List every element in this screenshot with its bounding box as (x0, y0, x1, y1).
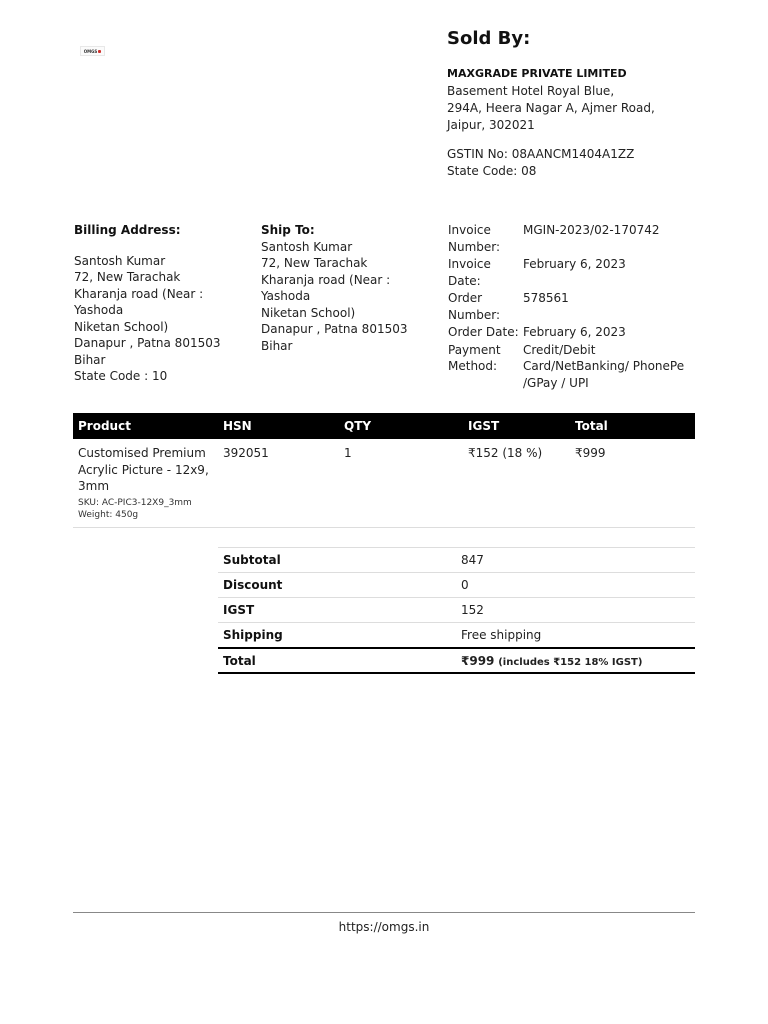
invoice-date-value: February 6, 2023 (523, 257, 626, 271)
shipping-address (261, 222, 441, 354)
igst-row (218, 598, 695, 623)
grand-total-row (218, 648, 695, 673)
discount-row (218, 573, 695, 598)
igst-value: 152 (456, 598, 695, 623)
billing-line: Bihar (74, 352, 106, 367)
seller-address-line: Jaipur, 302021 (447, 118, 535, 132)
grand-total-cell (456, 648, 695, 673)
payment-method-value: Credit/Debit Card/NetBanking/ PhonePe /GPay / UPI (523, 342, 685, 390)
billing-line: State Code : 10 (74, 369, 168, 383)
order-date-value: February 6, 2023 (523, 325, 626, 339)
grand-total-label: Total (218, 648, 456, 673)
invoice-date-row (448, 256, 698, 289)
order-date-row (448, 324, 698, 341)
billing-line: Niketan School) (74, 319, 169, 334)
subtotal-value: 847 (456, 548, 695, 573)
column-header-igst: IGST (463, 413, 570, 439)
product-igst: ₹152 (18 %) (463, 439, 570, 528)
shipping-line: 72, New Tarachak (261, 256, 368, 270)
payment-method-row (448, 342, 698, 392)
products-header-row (73, 413, 695, 439)
product-sku: SKU: AC-PIC3-12X9_3mm (78, 497, 192, 508)
product-cell (73, 439, 218, 528)
ship-to-heading: Ship To: (261, 223, 315, 237)
invoice-date-label: Invoice Date: (448, 257, 491, 288)
grand-total-tax-note: (includes ₹152 18% IGST) (498, 656, 643, 668)
company-logo (80, 46, 105, 56)
footer-divider (73, 912, 695, 913)
seller-address-line: 294A, Heera Nagar A, Ajmer Road, (447, 101, 655, 115)
shipping-line: Kharanja road (Near : Yashoda (261, 272, 391, 303)
column-header-hsn: HSN (218, 413, 339, 439)
seller-address (447, 83, 655, 134)
logo-text: OMGS (83, 48, 98, 54)
shipping-line: Bihar (261, 338, 293, 353)
product-total: ₹999 (570, 439, 695, 528)
invoice-number-label: Invoice Number: (448, 223, 501, 254)
column-header-total: Total (570, 413, 695, 439)
shipping-line: Danapur , Patna 801503 (261, 322, 408, 336)
shipping-line: Niketan School) (261, 305, 356, 320)
discount-value: 0 (456, 573, 695, 598)
order-number-value: 578561 (523, 291, 569, 305)
shipping-row (218, 623, 695, 649)
totals-table (218, 547, 695, 674)
order-date-label: Order Date: (448, 325, 519, 339)
invoice-number-row (448, 222, 698, 255)
column-header-qty: QTY (339, 413, 463, 439)
product-hsn: 392051 (218, 439, 339, 528)
igst-label: IGST (218, 598, 456, 623)
shipping-value: Free shipping (456, 623, 695, 649)
invoice-details (448, 222, 698, 392)
shipping-line: Santosh Kumar (261, 239, 353, 254)
billing-address (74, 222, 249, 385)
subtotal-label: Subtotal (218, 548, 456, 573)
table-row (73, 439, 695, 528)
seller-gstin: GSTIN No: 08AANCM1404A1ZZ (447, 147, 635, 161)
discount-label: Discount (218, 573, 456, 598)
grand-total-value: ₹999 (461, 653, 495, 668)
subtotal-row (218, 548, 695, 573)
seller-state-code: State Code: 08 (447, 164, 537, 178)
seller-tax-info (447, 146, 634, 180)
product-qty: 1 (339, 439, 463, 528)
product-name: Customised Premium Acrylic Picture - 12x9, 3mm (78, 446, 209, 493)
seller-address-line: Basement Hotel Royal Blue, (447, 84, 615, 98)
order-number-row (448, 290, 698, 323)
billing-line: 72, New Tarachak (74, 270, 181, 284)
shipping-label: Shipping (218, 623, 456, 649)
product-weight: Weight: 450g (78, 509, 139, 520)
billing-heading: Billing Address: (74, 223, 181, 237)
order-number-label: Order Number: (448, 291, 501, 322)
payment-method-label: Payment Method: (448, 342, 501, 373)
footer-website-url: https://omgs.in (338, 920, 430, 934)
sold-by-heading: Sold By: (447, 28, 531, 49)
products-table (73, 413, 695, 528)
seller-name: MAXGRADE PRIVATE LIMITED (447, 67, 627, 80)
invoice-number-value: MGIN-2023/02-170742 (523, 223, 660, 237)
billing-line: Kharanja road (Near : Yashoda (74, 286, 204, 317)
logo-mark-icon (98, 50, 101, 53)
billing-line: Santosh Kumar (74, 253, 166, 268)
billing-line: Danapur , Patna 801503 (74, 336, 221, 350)
column-header-product: Product (73, 413, 218, 439)
